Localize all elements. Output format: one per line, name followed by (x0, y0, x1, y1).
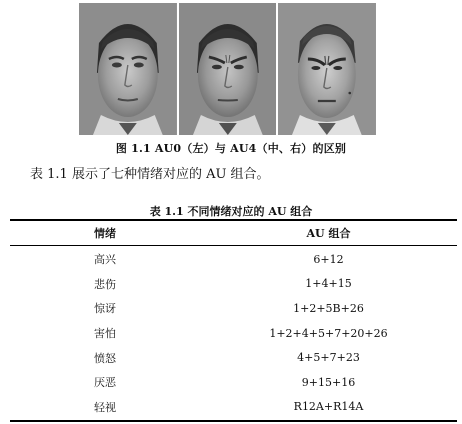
table-row (10, 370, 457, 395)
header-au-combination: AU 组合 (306, 227, 351, 240)
body-paragraph: 表 1.1 展示了七种情绪对应的 AU 组合。 (30, 167, 270, 182)
table-row (10, 395, 457, 420)
emotion-cell: 害怕 (94, 327, 116, 341)
face-photo-au4-strong (278, 3, 376, 135)
au-cell: 9+15+16 (301, 375, 356, 389)
au-cell: 4+5+7+23 (297, 351, 360, 365)
table-row (10, 245, 457, 272)
au-cell: 1+2+4+5+7+20+26 (269, 326, 388, 340)
face-photo-au0 (79, 3, 177, 135)
au-cell: 1+4+15 (305, 277, 352, 291)
header-emotion: 情绪 (94, 227, 116, 240)
table-row (10, 296, 457, 321)
table-header-row (10, 221, 457, 245)
emotion-cell: 惊讶 (94, 302, 116, 316)
au-cell: 6+12 (313, 252, 344, 266)
emotion-cell: 厌恶 (94, 376, 116, 390)
table-bottom-rule (10, 420, 457, 422)
face-photo-au4-medium (179, 3, 277, 135)
emotion-cell: 悲伤 (94, 277, 116, 291)
emotion-cell: 轻视 (94, 400, 116, 414)
au-cell: 1+2+5B+26 (293, 301, 364, 315)
figure-caption: 图 1.1 AU0（左）与 AU4（中、右）的区别 (115, 142, 347, 155)
au-combination-table (10, 221, 457, 419)
emotion-cell: 愤怒 (94, 351, 116, 365)
table-caption: 表 1.1 不同情绪对应的 AU 组合 (149, 205, 313, 218)
au-cell: R12A+R14A (293, 400, 364, 414)
face-photo-strip (79, 3, 376, 135)
emotion-cell: 高兴 (94, 253, 116, 267)
table-row (10, 272, 457, 297)
table-row (10, 321, 457, 346)
table-row (10, 345, 457, 370)
